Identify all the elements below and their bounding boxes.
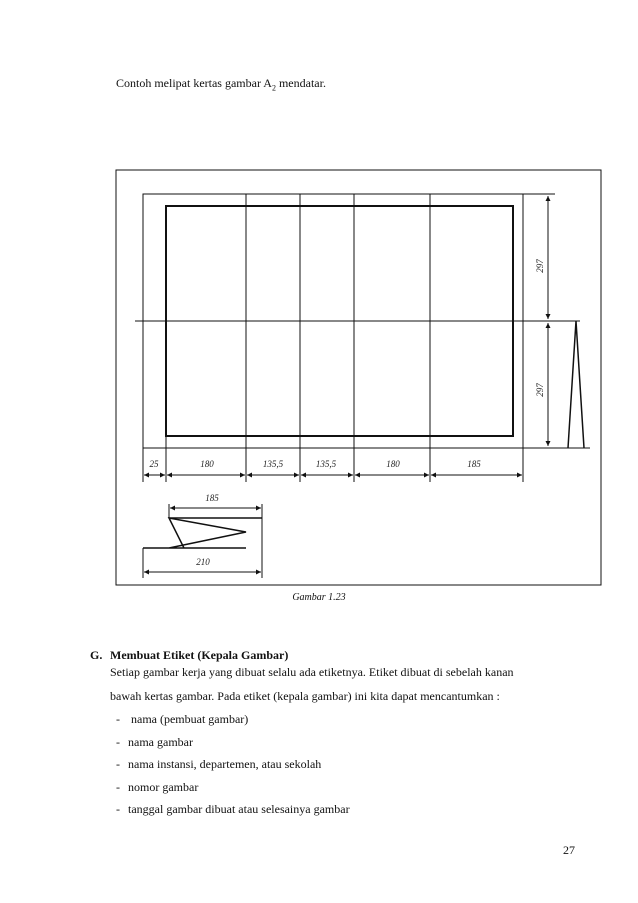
dim-h-135b: 135,5	[315, 459, 337, 469]
section-letter: G.	[90, 648, 103, 662]
dim-h-135a: 135,5	[262, 459, 284, 469]
dim-v-lower: 297	[535, 383, 545, 397]
figure-frame	[116, 170, 601, 585]
intro-text-main: Contoh melipat kertas gambar A	[116, 76, 272, 90]
list-item: - nama gambar	[116, 734, 193, 749]
dim-v-upper: 297	[535, 259, 545, 273]
list-item: - nama instansi, departemen, atau sekolah	[116, 757, 322, 771]
intro-text-suffix: mendatar.	[275, 76, 326, 90]
accordion-fold-profile	[143, 518, 262, 548]
list-item: - nomor gambar	[116, 779, 199, 794]
fold-dim-210: 210	[196, 557, 210, 567]
list-item-text: nama (pembuat gambar)	[131, 712, 249, 726]
list-item-text: nama gambar	[128, 734, 193, 749]
paragraph-line-1: Setiap gambar kerja yang dibuat selalu ada etiketnya. Etiket dibuat di sebelah kanan	[110, 665, 514, 679]
side-fold-profile	[568, 321, 584, 448]
list-item-text: nama instansi, departemen, atau sekolah	[128, 757, 322, 771]
paragraph-line-2: bawah kertas gambar. Pada etiket (kepala gambar) ini kita dapat mencantumkan :	[110, 689, 500, 703]
dim-h-25: 25	[149, 459, 159, 469]
list-item: - tanggal gambar dibuat atau selesainya gambar	[116, 802, 350, 816]
figure-caption: Gambar 1.23	[292, 592, 346, 603]
section-title: Membuat Etiket (Kepala Gambar)	[110, 648, 289, 662]
page-number: 27	[563, 843, 575, 857]
fold-dim-185: 185	[205, 493, 219, 503]
dim-h-180b: 180	[386, 459, 400, 469]
dim-h-185: 185	[467, 459, 481, 469]
list-item-text: tanggal gambar dibuat atau selesainya gambar	[128, 802, 350, 816]
intro-subscript: 2	[271, 83, 276, 93]
list-item: - nama (pembuat gambar)	[116, 712, 249, 726]
dim-h-180a: 180	[200, 459, 214, 469]
etiket-items-list	[116, 712, 350, 825]
list-item-text: nomor gambar	[128, 779, 199, 794]
